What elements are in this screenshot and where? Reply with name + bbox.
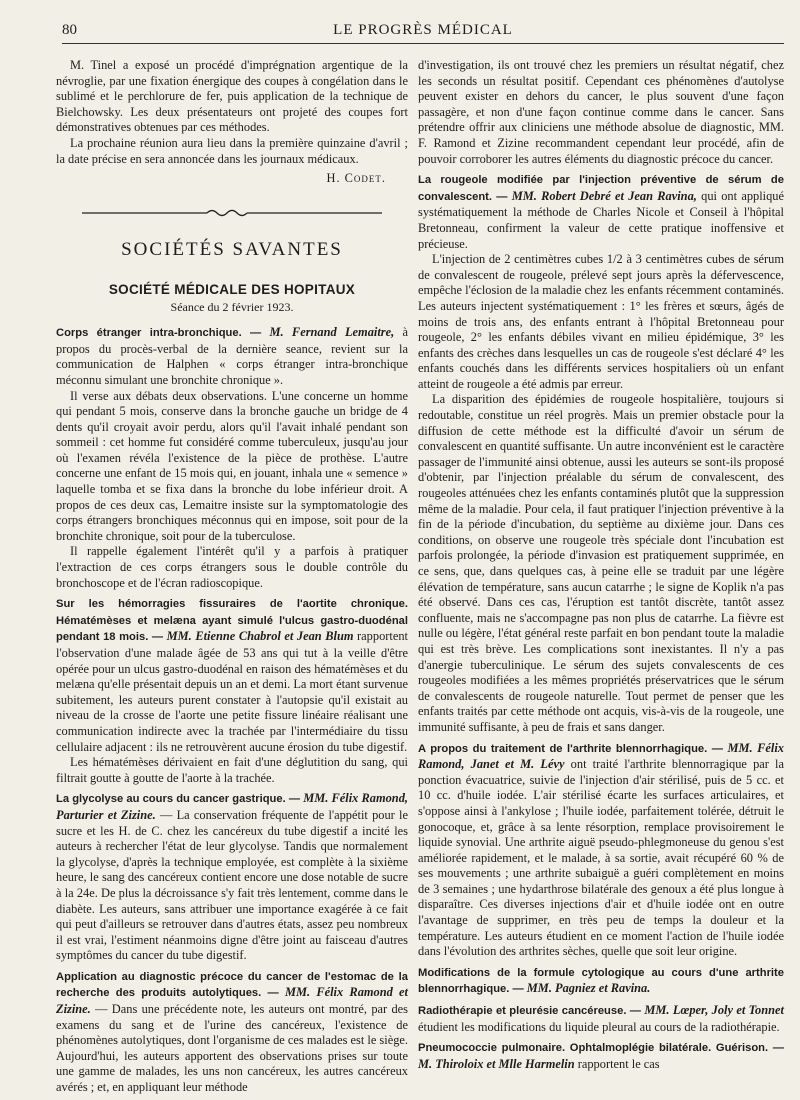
entry-title: A propos du traitement de l'arthrite blennorrhagique. — bbox=[418, 742, 723, 755]
page-header bbox=[62, 22, 784, 44]
communication-entry bbox=[418, 741, 784, 960]
entry-title: Pneumococcie pulmonaire. Ophtalmoplégie bilatérale. Guérison. — bbox=[418, 1042, 784, 1055]
entry-title: Application au diagnostic précoce du cancer de l'estomac de la recherche des produits autolytiques. — bbox=[56, 970, 408, 1000]
entry-title: La rougeole modifiée par l'injection préventive de sérum de convalescent. — bbox=[418, 174, 784, 203]
communication-entry bbox=[418, 172, 784, 735]
entry-authors: MM. Félix Ramond, Janet et M. Lévy bbox=[418, 740, 784, 772]
entry-text: ont traité l'arthrite blennorragique par la ponction évacuatrice, suivie de l'injection d'air stérilisé, puis de 5 cc. et 10 cc. d'huile iodée. L'air stérilisé écarte les surfaces articulaires, et s'oppose ainsi à l'ankylose ; l'huile iodée, parfaitement tolérée, détruit le gonocoque, et, grâce à sa lente résorption, remplace provisoirement le liquide synovial. Une arthrite aiguë pseudo-phlegmoneuse du genou s'est améliorée rapidement, et le malade, à sa sortie, avait récupéré 60 % de ses mouvements ; une arthrite subaiguë a guéri complètement en moins de 3 semaines ; une hydarthrose bilatérale des genoux a été plus longue à disparaître. Ces diverses injections d'air et d'huile iodée ont en outre l'avantage de supprimer, en très peu de temps la douleur et la température. Les auteurs étudient en ce moment l'action de l'huile iodée dans l'évolution des arthrites sèches, quelle que soit leur origine. bbox=[418, 757, 784, 959]
author-signature: H. Codet. bbox=[326, 171, 386, 186]
entry-authors: MM. Lœper, Joly et Tonnet bbox=[644, 1003, 784, 1018]
communication-entry bbox=[56, 596, 408, 786]
entry-paragraph: Il rappelle également l'intérêt qu'il y a parfois à pratiquer l'extraction de ces corps étrangers sous le double contrôle du bronchoscope et de l'écran radioscopique. bbox=[56, 544, 408, 590]
entry-text: — La conservation fréquente de l'appétit pour le sucre et les H. de C. chez les cancéreux du tube digestif a incité les auteurs à rechercher l'état de leur glycolyse. Tandis que normalement la glycolyse, d'après la technique employée, est complète à la sixième heure, le sang des cancéreux contient encore une dose notable de sucre à la 24e. De plus la décroissance s'y fait très lentement, comme dans le diabète. Les auteurs, sans attribuer une importance exagérée à ce fait qui peut d'ailleurs se retrouver dans d'autres états, assez peu nombreux il est vrai, l'estiment néanmoins digne d'être joint au faisceau d'autres symptômes du cancer du tube digestif. bbox=[56, 807, 408, 963]
entry-text: qui ont appliqué systématiquement la méthode de Charles Nicole et Conseil à l'hôpital Bretonneau, confirment la valeur de cette pratique inoffensive et précieuse. bbox=[418, 188, 784, 251]
society-heading: SOCIÉTÉ MÉDICALE DES HOPITAUX bbox=[108, 281, 356, 297]
entry-authors: MM. Robert Debré et Jean Ravina, bbox=[511, 188, 697, 203]
communication-entry bbox=[56, 791, 408, 964]
communication-entry bbox=[418, 1003, 784, 1035]
entry-authors: MM. Etienne Chabrol et Jean Blum bbox=[166, 629, 354, 644]
entry-paragraph: L'injection de 2 centimètres cubes 1/2 à 3 centimètres cubes de sérum de convalescent de rougeole, prélevé sept jours après la défervescence, empêche l'éclosion de la maladie chez les enfants récemment contaminés. Les auteurs injectent systématiquement : 1° les frères et sœurs, âgés de moins de trois ans, des enfants entrant à l'hôpital Bretonneau pour rougeole, 2° les enfants débiles vivant en milieu épidémique, 3° les enfants des crèches dans lesquelles un cas de rougeole s'est déclaré 4° les enfants couchés dans les différents services hospitaliers où un enfant atteint de rougeole a été admis par erreur. bbox=[418, 252, 784, 391]
entry-paragraph: Les hématémèses dérivaient en fait d'une déglutition du sang, qui filtrait goutte à goutte de l'aorte à la trachée. bbox=[56, 755, 408, 785]
intro-paragraph: La prochaine réunion aura lieu dans la première quinzaine d'avril ; la date précise en sera annoncée dans les journaux médicaux. bbox=[56, 135, 408, 166]
section-title: SOCIÉTÉS SAVANTES bbox=[121, 239, 343, 261]
entry-text: — Dans une précédente note, les auteurs ont montré, par des examens du sang et de l'urine des cancéreux, l'existence de phénomènes autolytiques, dont l'organisme de ces malades est le siège. Aujourd'hui, les auteurs apportent des observations prises sur toute une gamme de malades, les uns non cancéreux, les autres cancéreux avérés ; et, en appliquant leur méthode bbox=[56, 1002, 408, 1095]
intro-paragraph: M. Tinel a exposé un procédé d'imprégnation argentique de la névroglie, par une fixation énergique des coupes à congélation dans le sublimé et le perchlorure de fer, puis application de la technique de Bielchowsky. Les deux présentateurs ont projeté des coupes fort démonstratives obtenues par ces méthodes. bbox=[56, 58, 408, 135]
entry-authors: MM. Félix Ramond, Parturier et Zizine. bbox=[56, 791, 408, 822]
communication-entry bbox=[418, 1040, 784, 1072]
entry-text: étudient les modifications du liquide pleural au cours de la radiothérapie. bbox=[418, 1019, 780, 1034]
session-date: Séance du 2 février 1923. bbox=[170, 299, 294, 314]
running-title: LE PROGRÈS MÉDICAL bbox=[333, 22, 513, 38]
entry-title: La glycolyse au cours du cancer gastrique. — bbox=[56, 793, 301, 806]
entry-authors: M. Thiroloix et Mlle Harmelin bbox=[418, 1056, 575, 1071]
entry-title: Sur les hémorragies fissuraires de l'aortite chronique. Hématémèses et melæna ayant simulé l'ulcus gastro-duodénal pendant 18 mois. — bbox=[56, 598, 408, 644]
divider-flourish-icon bbox=[82, 208, 382, 218]
entry-text: à propos du procès-verbal de la dernière seance, revient sur la communication de Halphen « corps étranger intra-bronchique méconnu simulant une bronchite chronique ». bbox=[56, 325, 409, 387]
entry-paragraph: Il verse aux débats deux observations. L'une concerne un homme qui pendant 5 mois, conserve dans la bronche gauche un bridge de 4 dents qu'il croyait avoir perdu, alors qu'il l'avait inhalé pendant son sommeil : cet homme fut considéré comme tuberculeux, jusqu'au jour où l'examen révéla l'existence de la pièce de prothèse. L'autre concerne une enfant de 15 mois qui, en jouant, inhala une « semence » laquelle tomba et se fixa dans la bronche du lobe inférieur droit. A propos de ces deux cas, Lemaitre insiste sur la symptomatologie des corps étrangers bronchiques méconnus qui en impose, soit pour de la bronchite chronique, soit pour de la tuberculose. bbox=[56, 388, 408, 543]
page-number: 80 bbox=[62, 22, 77, 38]
communication-entry bbox=[418, 965, 784, 998]
entry-text: rapportent le cas bbox=[577, 1056, 660, 1071]
entry-authors: M. Fernand Lemaitre, bbox=[269, 325, 395, 340]
right-column bbox=[418, 58, 784, 1072]
entry-title: Radiothérapie et pleurésie cancéreuse. — bbox=[418, 1005, 641, 1018]
entry-title: Corps étranger intra-bronchique. — bbox=[56, 327, 262, 340]
left-column bbox=[56, 58, 408, 1096]
communication-entry bbox=[56, 325, 408, 591]
entry-title: Modifications de la formule cytologique au cours d'une arthrite blennorrhagique. — bbox=[418, 966, 784, 996]
entry-authors: MM. Félix Ramond et Zizine. bbox=[56, 985, 408, 1017]
entry-paragraph: La disparition des épidémies de rougeole hospitalière, toujours si redoutable, constitue un réel progrès. Mais un premier obstacle pour la diffusion de cette méthode est la difficulté d'avoir un sérum de convalescent en quantité suffisante. Un autre inconvénient est le caractère passager de l'immunité ainsi obtenue, aussi les auteurs se sont-ils proposé d'obtenir, par l'injection préalable du sérum de convalescent, des rougeoles atténuées chez les enfants contaminés plutôt que la suppression même de la maladie. Pour cela, il faut pratiquer l'injection préventive à la fin de la période d'incubation, du septième au dixième jour. Dans ces conditions, on observe une rougeole très spéciale dont l'incubation est parfois prolongée, la période d'invasion est pratiquement supprimée, en ce sens, que, dans quelques cas, à peine elle se traduit par une légère élévation de température, sans aucun catarrhe ; le signe de Koplik n'a pas été observé. Dans ces cas, l'éruption est tantôt discrète, tantôt assez confluente, mais ne s'accompagne pas non plus de catarrhe. La fièvre est nulle ou légère, l'état général reste parfait en bon pendant toute la maladie qui est très brève. Les complications sont inexistantes. Il n'y a pas d'anergie tuberculinique. Le sérum des sujets convalescents de ces rougeoles modifiées a les mêmes propriétés préservatrices que le sérum de convalescents de rougeole naturelle. Tout permet de penser que les enfants traités par cette méthode ont acquis, vis-à-vis de la rougeole, une immunité suffisante, à peu de frais et sans danger. bbox=[418, 392, 784, 734]
entry-text: rapportent l'observation d'une malade âgée de 53 ans qui tut à la veille d'être opérée pour un ulcus gastro-duodénal en raison des hématémèses et du melæna qu'elle présentait depuis un an et demi. La mort étant survenue subitement, les auteurs purent constater à l'autopsie qu'il existait au niveau de la crosse de l'aorte une petite fissure linéaire réalisant une communication indirecte avec la trachée par l'intermédiaire du tissu cellulaire adjacent : ils ne retrouvèrent aucune érosion du tube digestif. bbox=[56, 629, 408, 754]
continued-paragraph: d'investigation, ils ont trouvé chez les premiers un résultat négatif, chez les seconds un résultat positif. Cependant ces phénomènes d'autolyse peuvent exister en dehors du cancer, le plus souvent d'une façon passagère, et non d'une façon continue comme dans le cancer. Sans prétendre offrir aux cliniciens une méthode absolue de diagnostic, MM. F. Ramond et Zizine recommandent cependant leur procédé, afin de pouvoir corroborer les autres éléments du diagnostic précoce du cancer. bbox=[418, 58, 784, 166]
communication-entry bbox=[56, 969, 408, 1096]
entry-authors: MM. Pagniez et Ravina. bbox=[526, 981, 651, 996]
section-divider-ornament bbox=[56, 207, 408, 223]
